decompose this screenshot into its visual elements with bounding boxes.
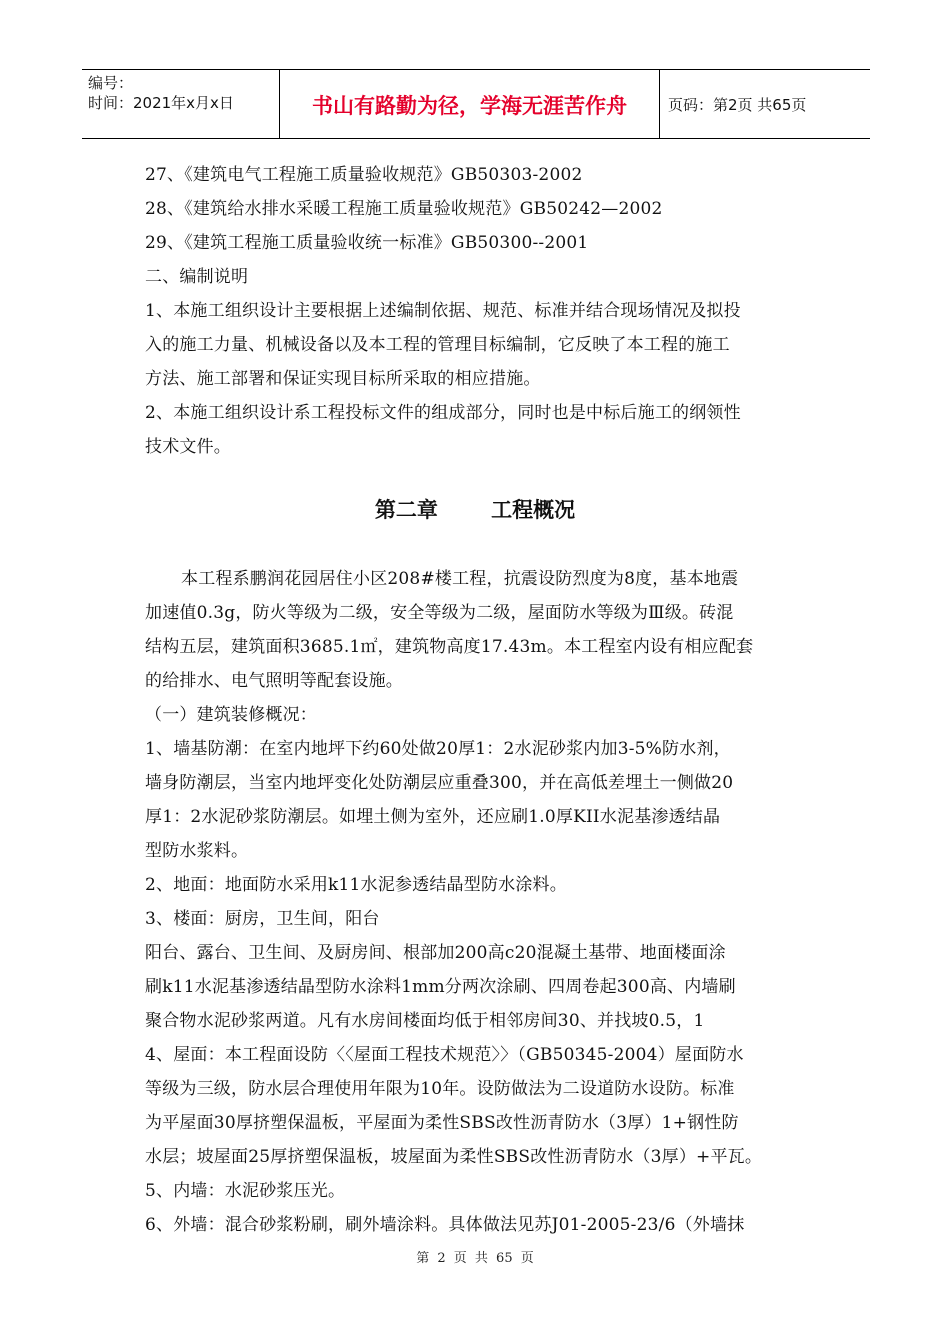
text-line: 型防水浆料。 [145, 841, 249, 861]
text-line: 2、地面：地面防水采用k11水泥参透结晶型防水涂料。 [145, 875, 567, 895]
text-line: 水层；坡屋面25厚挤塑保温板，坡屋面为柔性SBS改性沥青防水（3厚）+平瓦。 [145, 1147, 763, 1167]
section-compilation-basis [145, 158, 815, 464]
text-line: 1、本施工组织设计主要根据上述编制依据、规范、标准并结合现场情况及拟投 [145, 301, 741, 321]
text-line: 入的施工力量、机械设备以及本工程的管理目标编制，它反映了本工程的施工 [145, 335, 730, 355]
chapter-number: 第二章 [374, 498, 438, 522]
text-line: 加速值0.3g，防火等级为二级，安全等级为二级，屋面防水等级为Ⅲ级。砖混 [145, 603, 734, 623]
text-line: 4、屋面：本工程面设防〈〈屋面工程技术规范〉〉（GB50345-2004）屋面防水 [145, 1045, 744, 1065]
text-line: 阳台、露台、卫生间、及厨房间、根部加200高c20混凝土基带、地面楼面涂 [145, 943, 726, 963]
text-line: 6、外墙：混合砂浆粉刷，刷外墙涂料。具体做法见苏J01-2005-23/6（外墙抹 [145, 1215, 745, 1235]
text-line: 等级为三级，防水层合理使用年限为10年。设防做法为二设道防水设防。标准 [145, 1079, 735, 1099]
document-number-label: 编号： [88, 74, 134, 92]
text-line: 方法、施工部署和保证实现目标所采取的相应措施。 [145, 369, 541, 389]
page-footer: 第 2 页 共 65 页 [416, 1251, 534, 1266]
page-header [82, 69, 870, 139]
text-line: 技术文件。 [145, 437, 231, 457]
text-line: 结构五层，建筑面积3685.1㎡，建筑物高度17.43m。本工程室内设有相应配套 [145, 637, 754, 657]
text-line: 5、内墙：水泥砂浆压光。 [145, 1181, 346, 1201]
text-line: 27、《建筑电气工程施工质量验收规范》GB50303-2002 [145, 165, 583, 185]
text-line: 3、楼面：厨房，卫生间，阳台 [145, 909, 380, 929]
text-line: 为平屋面30厚挤塑保温板，平屋面为柔性SBS改性沥青防水（3厚）1+钢性防 [145, 1113, 739, 1133]
text-line: 2、本施工组织设计系工程投标文件的组成部分，同时也是中标后施工的纲领性 [145, 403, 741, 423]
text-line: 墙身防潮层，当室内地坪变化处防潮层应重叠300，并在高低差埋土一侧做20 [145, 773, 734, 793]
header-page-info: 页码：第2页 共65页 [668, 95, 807, 114]
text-line: 聚合物水泥砂浆两道。凡有水房间楼面均低于相邻房间30、并找坡0.5，1 [145, 1011, 705, 1031]
header-motto: 书山有路勤为径，学海无涯苦作舟 [280, 70, 660, 138]
section-project-overview [145, 562, 825, 1242]
subsection-heading: （一）建筑装修概况： [145, 705, 317, 725]
document-date: 时间：2021年x月x日 [88, 94, 234, 112]
header-meta-cell [82, 70, 280, 138]
text-line: 29、《建筑工程施工质量验收统一标准》GB50300--2001 [145, 233, 589, 253]
text-line: 28、《建筑给水排水采暖工程施工质量验收规范》GB50242—2002 [145, 199, 663, 219]
text-line: 的给排水、电气照明等配套设施。 [145, 671, 403, 691]
section-heading: 二、编制说明 [145, 267, 249, 287]
text-line: 1、墙基防潮：在室内地坪下约60处做20厚1：2水泥砂浆内加3-5%防水剂， [145, 739, 731, 759]
text-line: 厚1：2水泥砂浆防潮层。如埋土侧为室外，还应刷1.0厚KII水泥基渗透结晶 [145, 807, 721, 827]
text-line: 刷k11水泥基渗透结晶型防水涂料1mm分两次涂刷、四周卷起300高、内墙刷 [145, 977, 736, 997]
text-line: 本工程系鹏润花园居住小区208#楼工程，抗震设防烈度为8度，基本地震 [181, 569, 739, 589]
chapter-name: 工程概况 [491, 498, 576, 522]
chapter-title [0, 494, 950, 524]
